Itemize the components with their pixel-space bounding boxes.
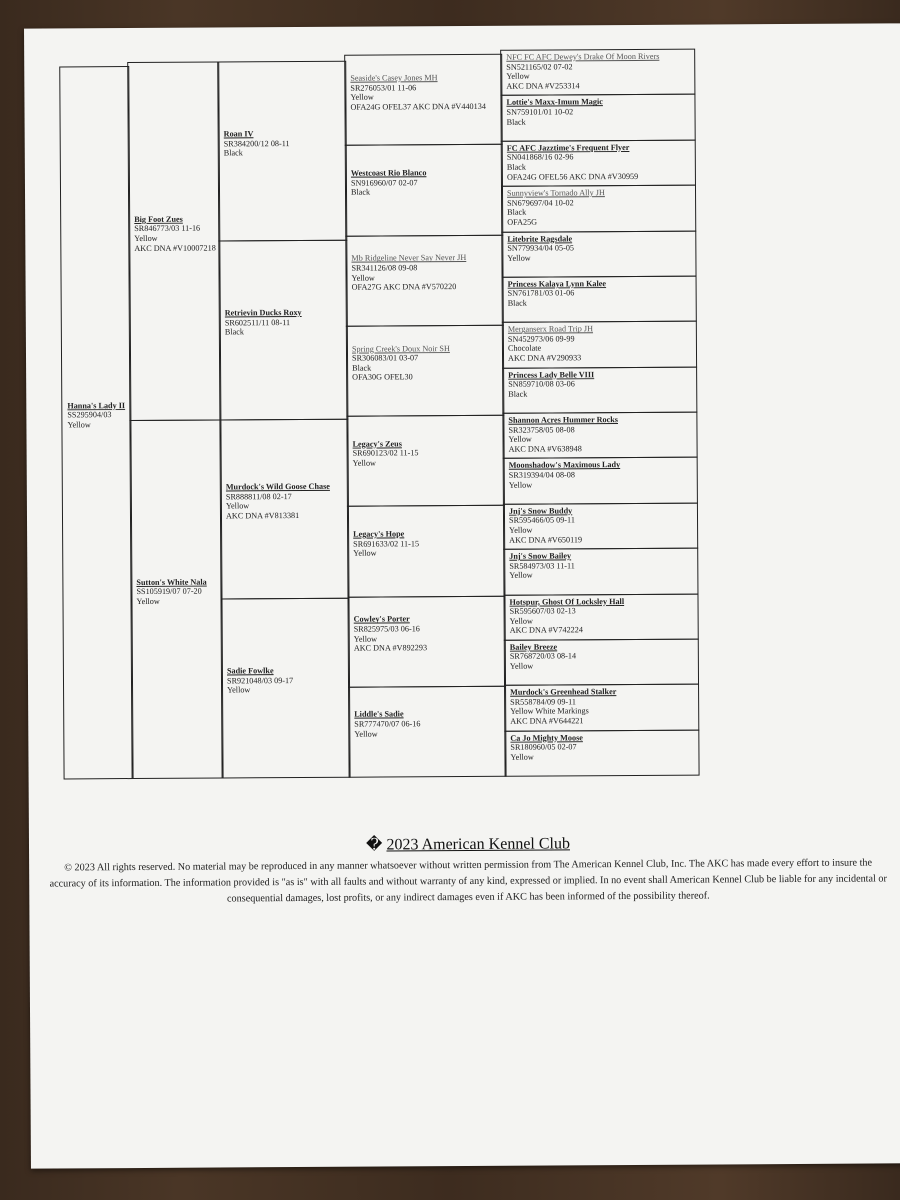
dog-color: Yellow xyxy=(508,434,532,444)
dog-name: Legacy's Hope xyxy=(353,529,405,539)
document-page xyxy=(24,23,900,1168)
dog-health-info: AKC DNA #V253314 xyxy=(506,81,580,91)
registration-number: SR690123/02 11-15 xyxy=(352,448,419,458)
dog-name: FC AFC Jazztime's Frequent Flyer xyxy=(506,142,630,153)
pedigree-entry xyxy=(347,505,506,597)
pedigree-entry xyxy=(219,419,349,600)
dog-name: Litebrite Ragsdale xyxy=(507,233,573,244)
registration-number: SR768720/03 08-14 xyxy=(509,651,577,662)
dog-health-info: OFA24G OFEL37 AKC DNA #V440134 xyxy=(350,101,486,112)
registration-number: SR323758/05 08-08 xyxy=(508,424,575,435)
registration-number: SR846773/03 11-16 xyxy=(134,224,201,234)
registration-number: SN759101/01 10-02 xyxy=(506,107,574,117)
dog-health-info: OFA24G OFEL56 AKC DNA #V30959 xyxy=(506,171,639,182)
registration-number: SR306083/01 03-07 xyxy=(352,353,419,363)
dog-name: Shannon Acres Hummer Rocks xyxy=(508,415,618,425)
registration-number: SN916960/07 02-07 xyxy=(350,177,418,188)
registration-number: SS105919/07 07-20 xyxy=(136,586,202,597)
dog-health-info: OFA27G AKC DNA #V570220 xyxy=(351,282,457,292)
dog-color: Yellow xyxy=(507,253,531,263)
dog-color: Yellow xyxy=(350,92,374,102)
pedigree-entry xyxy=(503,457,698,505)
dog-color: Black xyxy=(352,363,372,373)
pedigree-entry xyxy=(345,144,504,236)
dog-name: Cowley's Porter xyxy=(353,614,410,625)
pedigree-entry xyxy=(500,94,695,142)
dog-name: Big Foot Zues xyxy=(134,214,183,224)
registration-number: SR825975/03 06-16 xyxy=(353,624,420,634)
dog-name: Sutton's White Nala xyxy=(136,577,207,587)
pedigree-entry xyxy=(504,729,699,777)
pedigree-entry xyxy=(127,61,221,421)
pedigree-entry xyxy=(348,685,507,777)
dog-color: Black xyxy=(350,187,371,197)
pedigree-entry xyxy=(501,230,696,278)
dog-name: Bailey Breeze xyxy=(509,642,558,652)
dog-name: Lottie's Maxx-Imum Magic xyxy=(506,97,603,108)
pedigree-entry xyxy=(504,638,699,686)
pedigree-entry xyxy=(501,139,696,187)
dog-name: Sadie Fowlke xyxy=(226,666,274,676)
dog-health-info: AKC DNA #V638948 xyxy=(508,444,582,454)
dog-health-info: AKC DNA #V290933 xyxy=(508,353,582,363)
dog-name: Merganserx Road Trip JH xyxy=(507,324,594,334)
pedigree-entry xyxy=(503,502,698,550)
pedigree-chart xyxy=(59,52,715,778)
pedigree-entry xyxy=(503,548,698,596)
dog-color: Black xyxy=(506,117,526,127)
dog-name: Spring Creek's Doux Noir SH xyxy=(351,343,450,354)
dog-color: Yellow xyxy=(352,458,376,468)
registration-number: SR558784/09 09-11 xyxy=(510,697,577,707)
registration-number: SN761781/03 01-06 xyxy=(507,288,575,299)
dog-name: NFC FC AFC Dewey's Drake Of Moon Rivers xyxy=(506,51,660,62)
dog-color: Yellow xyxy=(509,661,534,671)
pedigree-entry xyxy=(129,419,223,779)
dog-color: Yellow xyxy=(225,501,250,511)
pedigree-entry xyxy=(345,234,504,326)
registration-number: SR584973/03 11-11 xyxy=(509,561,575,571)
registration-number: SR691633/02 11-15 xyxy=(353,538,420,549)
dog-health-info: AKC DNA #V644221 xyxy=(510,716,584,726)
pedigree-entry xyxy=(500,49,695,97)
dog-health-info: AKC DNA #V650119 xyxy=(509,534,583,545)
pedigree-entry xyxy=(501,185,696,233)
dog-color: Yellow xyxy=(353,548,377,558)
dog-name: Murdock's Greenhead Stalker xyxy=(510,687,617,697)
dog-color: Yellow xyxy=(508,480,533,490)
pedigree-entry xyxy=(218,240,348,421)
pedigree-entry xyxy=(502,366,697,414)
dog-color: Yellow xyxy=(351,273,375,283)
dog-name: Ca Jo Mighty Moose xyxy=(510,732,583,743)
dog-health-info: OFA30G OFEL30 xyxy=(352,372,413,383)
dog-name: Sunnyview's Tornado Ally JH xyxy=(506,188,605,198)
pedigree-entry xyxy=(502,321,697,369)
dog-health-info: OFA25G xyxy=(507,217,538,227)
footer-title-text: 2023 American Kennel Club xyxy=(386,835,571,854)
dog-color: Yellow xyxy=(509,570,533,581)
registration-number: SR888811/08 02-17 xyxy=(225,491,292,502)
dog-health-info: AKC DNA #V892293 xyxy=(353,643,428,653)
dog-health-info: AKC DNA #V10007218 xyxy=(134,243,216,253)
registration-number: SR276053/01 11-06 xyxy=(350,82,417,93)
registration-number: SR341126/08 09-08 xyxy=(351,263,418,273)
registration-number: SR777470/07 06-16 xyxy=(354,719,421,729)
dog-color: Yellow xyxy=(134,233,158,243)
unknown-glyph-icon: � xyxy=(365,836,383,854)
dog-color: Black xyxy=(506,162,526,172)
dog-health-info: AKC DNA #V813381 xyxy=(225,511,300,521)
dog-name: Westcoast Rio Blanco xyxy=(350,168,427,178)
dog-color: Yellow xyxy=(509,525,533,535)
registration-number: SR384200/12 08-11 xyxy=(223,138,290,149)
registration-number: SN521165/02 07-02 xyxy=(506,61,573,72)
dog-color: Yellow White Markings xyxy=(510,706,589,717)
pedigree-entry xyxy=(502,412,697,460)
dog-name: Murdock's Wild Goose Chase xyxy=(225,482,330,492)
pedigree-entry xyxy=(504,684,699,732)
pedigree-entry xyxy=(346,325,505,417)
dog-color: Yellow xyxy=(67,420,91,430)
registration-number: SR602511/11 08-11 xyxy=(224,317,291,328)
dog-name: Hotspur, Ghost Of Locksley Hall xyxy=(509,596,625,607)
registration-number: SR595607/03 02-13 xyxy=(509,606,576,616)
dog-color: Black xyxy=(508,389,528,399)
dog-name: Hanna's Lady II xyxy=(67,400,126,411)
dog-color: Black xyxy=(223,148,243,158)
dog-color: Chocolate xyxy=(507,343,542,354)
dog-name: Mb Ridgeline Never Say Never JH xyxy=(351,253,467,264)
dog-color: Yellow xyxy=(227,685,251,695)
dog-color: Yellow xyxy=(510,752,534,762)
pedigree-entry xyxy=(344,54,503,146)
dog-color: Yellow xyxy=(354,729,378,739)
dog-name: Roan IV xyxy=(223,129,254,139)
registration-number: SS295904/03 xyxy=(67,410,112,420)
registration-number: SR319394/04 08-08 xyxy=(508,470,575,480)
dog-name: Jnj's Snow Bailey xyxy=(509,551,572,561)
dog-color: Black xyxy=(507,207,527,218)
pedigree-entry xyxy=(346,415,505,507)
dog-color: Yellow xyxy=(353,634,378,644)
registration-number: SN859710/08 03-06 xyxy=(508,379,575,389)
dog-name: Seaside's Casey Jones MH xyxy=(350,73,438,83)
pedigree-entry xyxy=(59,66,133,779)
pedigree-entry xyxy=(347,595,506,687)
registration-number: SR180960/05 02-07 xyxy=(510,742,577,752)
pedigree-entry xyxy=(503,593,698,641)
registration-number: SR921048/03 09-17 xyxy=(226,675,294,686)
footer-title xyxy=(29,831,900,856)
dog-name: Princess Kalaya Lynn Kalee xyxy=(507,279,607,289)
registration-number: SN779934/04 05-05 xyxy=(507,243,575,253)
dog-color: Yellow xyxy=(136,596,160,606)
dog-color: Yellow xyxy=(506,71,530,81)
pedigree-entry xyxy=(502,275,697,323)
registration-number: SN679697/04 10-02 xyxy=(507,198,574,208)
dog-name: Retrievin Ducks Roxy xyxy=(224,308,302,318)
copyright-notice: © 2023 All rights reserved. No material may be reproduced in any manner whatsoever without written permission from The American Kennel Club, Inc. The AKC has made every effort to insure the accuracy of its information. The information provided is "as is" with all faults and without warranty of any kind, expressed or implied. In no event shall American Kennel Club be liable for any incidental or consequential damages, lost profits, or any indirect damages even if AKC has been informed of the possibility thereof. xyxy=(49,857,887,905)
dog-color: Yellow xyxy=(509,616,533,626)
pedigree-entry xyxy=(220,598,350,779)
dog-health-info: AKC DNA #V742224 xyxy=(509,625,583,636)
dog-name: Liddle's Sadie xyxy=(354,709,404,720)
dog-color: Black xyxy=(507,298,527,308)
registration-number: SR595466/05 09-11 xyxy=(508,515,575,526)
pedigree-entry xyxy=(217,61,347,242)
dog-name: Legacy's Zeus xyxy=(352,439,402,449)
dog-color: Black xyxy=(224,327,245,337)
registration-number: SN452973/06 09-99 xyxy=(507,334,575,344)
dog-name: Jnj's Snow Buddy xyxy=(508,506,573,516)
dog-name: Moonshadow's Maximous Lady xyxy=(508,460,621,471)
registration-number: SN041868/16 02-96 xyxy=(506,152,574,163)
dog-name: Princess Lady Belle VIII xyxy=(508,369,595,380)
